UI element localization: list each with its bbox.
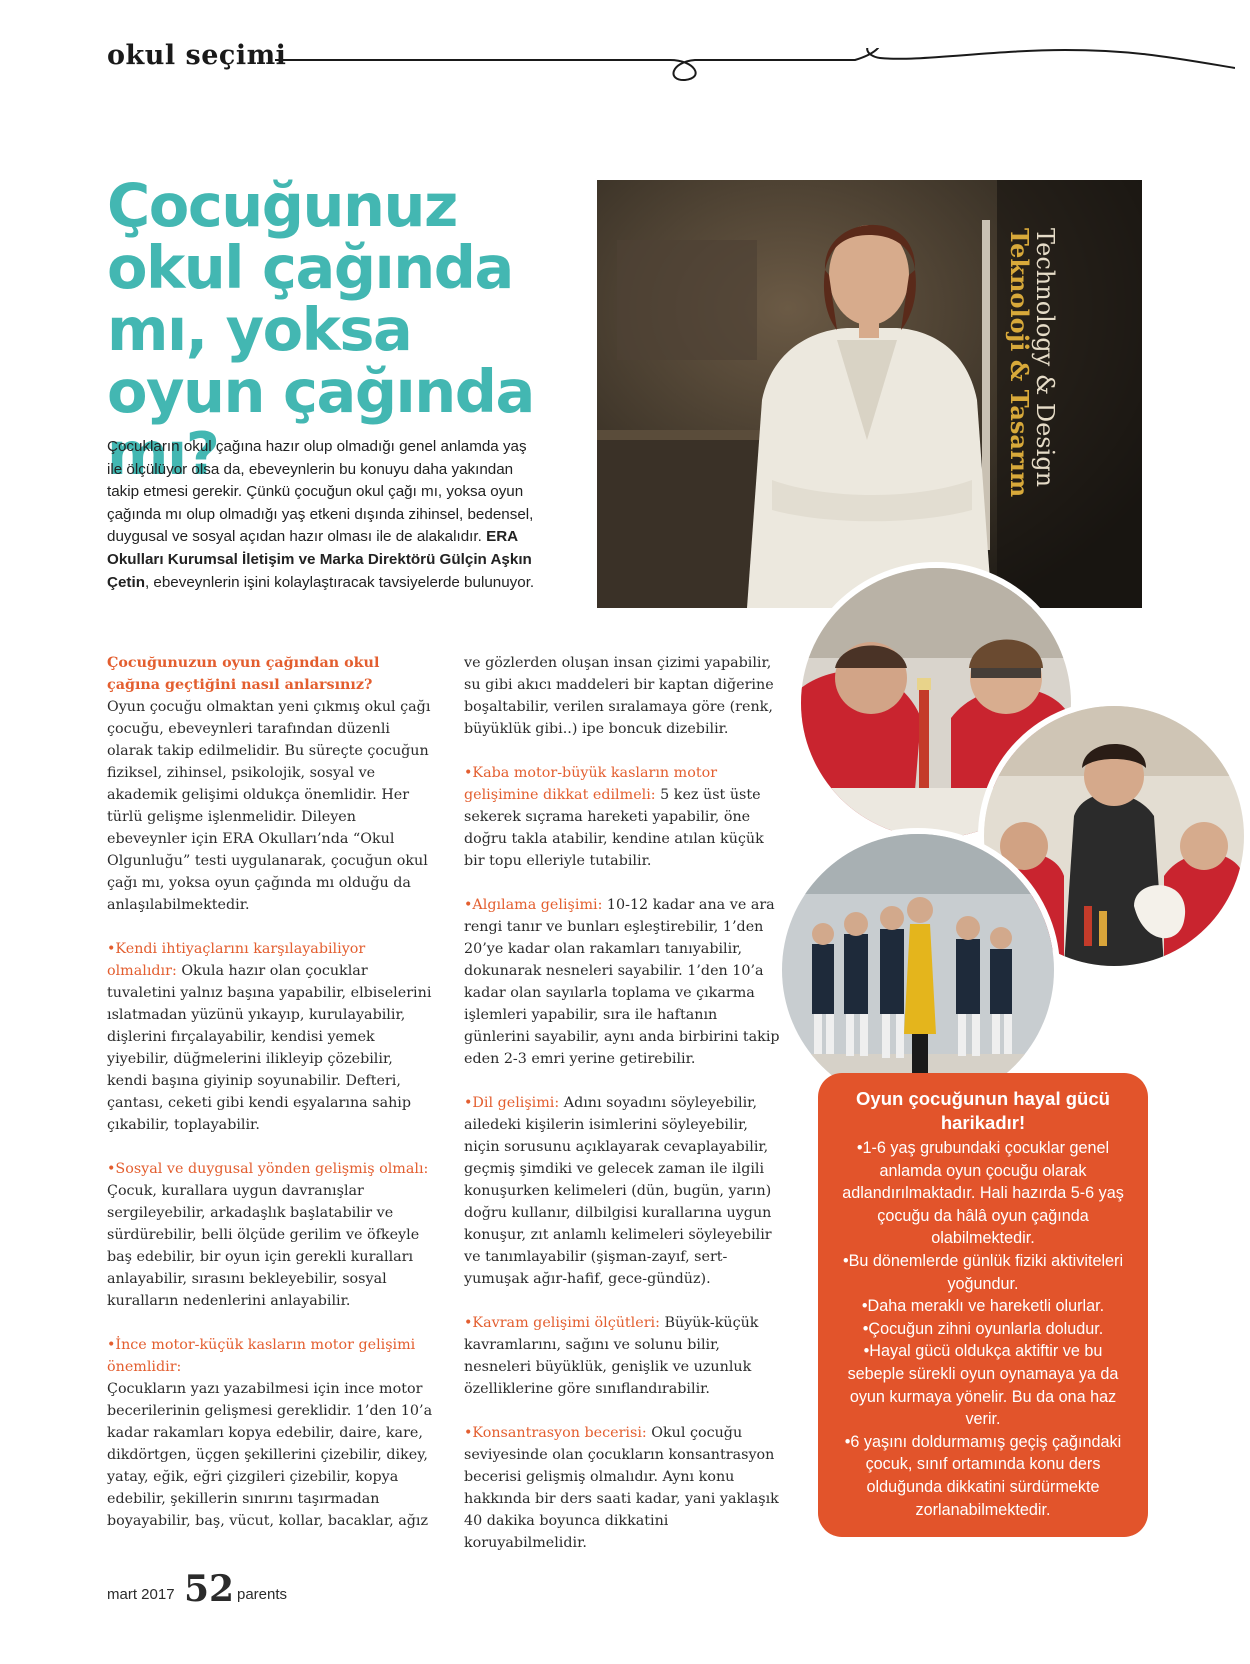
- group-photo-circle: [776, 828, 1060, 1112]
- social-body: Çocuk, kurallara uygun davranışlar sergileyebilir, arkadaşlık başlatabilir ve sürdürebilir, belli ölçüde gerilim ve öfkeyle baş edebilir, bir oyun için gerekli kuralları anlayabilir, sırasını bekleyebilir, sosyal kuralların nedenlerini anlayabilir.: [107, 1183, 420, 1309]
- gross-motor-heading: •Kaba motor-büyük kasların motor gelişimine dikkat edilmeli:: [464, 765, 718, 803]
- language-heading: •Dil gelişimi:: [464, 1095, 560, 1111]
- sidebar-item: •1-6 yaş grubundaki çocuklar genel anlamda oyun çocuğu olarak adlandırılmaktadır. Hali hazırda 5-6 yaş çocuğu da hâlâ oyun çağında olabilmektedir.: [842, 1139, 1124, 1248]
- fine-motor-heading: •İnce motor-küçük kasların motor gelişimi önemlidir:: [107, 1337, 416, 1375]
- sidebar-item: •Hayal gücü oldukça aktiftir ve bu sebeple sürekli oyun oynamaya ya da oyun kurmaya yönelir. Bu da ona haz verir.: [847, 1342, 1119, 1429]
- concentration-body: Okul çocuğu seviyesinde olan çocukların konsantrasyon becerisi gelişmiş olmalıdır. Aynı konu hakkında bir ders saati kadar, yani yaklaşık 40 dakika boyunca dikkatini koruyabilmelidir.: [464, 1425, 779, 1551]
- section-concentration: [464, 1422, 782, 1554]
- header-decorative-line: [275, 48, 1235, 88]
- lead-text: Çocukların okul çağına hazır olup olmadığı genel anlamda yaş ile ölçülüyor olsa da, ebeveynlerin bu konuyu daha yakından takip etmesi gerekir. Çünkü çocuğun okul çağı mı, yoksa oyun çağında mı olup olmadığı yaş etkeni dışında zihinsel, bedensel, duygusal ve sosyal açıdan hazır olması ile de alakalıdır.: [107, 438, 534, 546]
- gross-motor-body: 5 kez üst üste sekerek sıçrama hareketi yapabilir, öne doğru takla atabilir, kendine atılan küçük bir topu elleriyle tutabilir.: [464, 787, 764, 869]
- section-fine-motor: [107, 1334, 437, 1532]
- headline: Çocuğunuz okul çağında mı, yoksa oyun çağında mı?: [107, 171, 534, 488]
- sidebar-item: •Daha meraklı ve hareketli olurlar.: [861, 1297, 1105, 1316]
- sidebar-item: •Çocuğun zihni oyunlarla doludur.: [862, 1319, 1104, 1338]
- concepts-heading: •Kavram gelişimi ölçütleri:: [464, 1315, 660, 1331]
- self-care-body: Okula hazır olan çocuklar tuvaletini yalnız başına yapabilir, elbiselerini ıslatmadan yüzünü yıkayıp, kurulayabilir, dişlerini fırçalayabilir, kendisi yemek yiyebilir, düğmelerini ilikleyip çözebilir, kendi başına giyinip soyunabilir. Defteri, çantası, ceketi gibi kendi eşyalarına sahip çıkabilir, toplayabilir.: [107, 963, 432, 1133]
- fine-motor-continued: ve gözlerden oluşan insan çizimi yapabilir, su gibi akıcı maddeleri bir kaptan diğerine boşaltabilir, verilen sıralamaya göre (renk, büyüklük gibi..) ipe boncuk dizebilir.: [464, 655, 774, 737]
- sign-text-turkish: Teknoloji & Tasarım: [1005, 228, 1034, 498]
- language-body: Adını soyadını söyleyebilir, ailedeki kişilerin isimlerini söyleyebilir, niçin sorusunu açıklayarak cevaplayabilir, geçmiş şimdiki ve gelecek zaman ile ilgili konuşurken kelimeleri (dün, bugün, yarın) doğru kullanır, dilbilgisi kurallarına uygun konuşur, zıt anlamlı kelimeleri söyleyebilir ve tanımlayabilir (şişman-zayıf, sert-yumuşak ağır-hafif, gece-gündüz).: [464, 1095, 772, 1287]
- sidebar-item: •6 yaşını doldurmamış geçiş çağındaki çocuk, sınıf ortamında konu ders olduğunda dikkatini sürdürmekte zorlanabilmektedir.: [844, 1432, 1122, 1519]
- concepts-body: Büyük-küçük kavramlarını, sağını ve solunu bilir, nesneleri büyüklük, genişlik ve uzunluk özelliklerine göre sınıflandırabilir.: [464, 1315, 759, 1397]
- section-self-care: [107, 938, 437, 1136]
- footer-month: mart 2017: [107, 1586, 175, 1603]
- sidebar-item: •Bu dönemlerde günlük fiziki aktiviteleri yoğundur.: [842, 1251, 1124, 1293]
- portrait-illustration: [597, 180, 1142, 608]
- portrait-photo: [597, 180, 1142, 608]
- section-gross-motor: [464, 762, 782, 872]
- fine-motor-body: Çocukların yazı yazabilmesi için ince motor becerilerinin gelişmesi gereklidir. 1’den 10’a kadar rakamları kopya edebilir, daire, kare, dikdörtgen, üçgen şekillerini çizebilir, dikey, yatay, eğik, eğri çizgileri çizebilir, kopya edebilir, şekillerin sınırını taşırmadan boyayabilir, baş, vücut, kollar, bacaklar, ağız: [107, 1381, 433, 1529]
- article-column-1: [107, 652, 437, 1532]
- section-social-emotional: [107, 1158, 437, 1312]
- question-heading: Çocuğunuzun oyun çağından okul çağına geçtiğini nasıl anlarsınız?: [107, 655, 380, 693]
- section-parent-question: [107, 652, 437, 916]
- self-care-heading: •Kendi ihtiyaçlarını karşılayabiliyor olmalıdır:: [107, 941, 366, 979]
- lead-paragraph: [107, 436, 542, 594]
- sign-text-english: Technology & Design: [1031, 228, 1059, 488]
- lead-tail: , ebeveynlerin işini kolaylaştıracak tavsiyelerde bulunuyor.: [144, 573, 535, 591]
- sidebar-title: Oyun çocuğunun hayal gücü harikadır!: [856, 1088, 1110, 1133]
- lead-bold: ERA Okulları Kurumsal İletişim ve Marka Direktörü Gülçin Aşkın Çetin: [107, 528, 532, 591]
- section-perception: [464, 894, 782, 1070]
- section-label: okul seçimi: [107, 40, 287, 71]
- article-column-2: [464, 652, 782, 1554]
- question-body: Oyun çocuğu olmaktan yeni çıkmış okul çağı çocuğu, ebeveynleri tarafından düzenli olarak takip edilmelidir. Bu süreçte çocuğun fiziksel, zihinsel, psikolojik, sosyal ve akademik gelişimi oldukça önemlidir. Her türlü gelişme işlenmelidir. Dileyen ebeveynler için ERA Okulları’nda “Okul Olgunluğu” testi uygulanarak, çocuğun okul çağı mı, yoksa oyun çağında mı olduğu da anlaşılabilmektedir.: [107, 699, 431, 913]
- group-illustration: [782, 834, 1054, 1106]
- magazine-name: parents: [237, 1586, 288, 1603]
- concentration-heading: •Konsantrasyon becerisi:: [464, 1425, 647, 1441]
- perception-body: 10-12 kadar ana ve ara rengi tanır ve bunları eşleştirebilir, 1’den 20’ye kadar olan rakamları tanıyabilir, dokunarak nesneleri sayabilir. 1’den 10’a kadar olan sayılarla toplama ve çıkarma işlemleri yapabilir, sıra ile haftanın günlerini sayabilir, aynı anda birbirini takip eden 2-3 emri yerine getirebilir.: [464, 897, 780, 1067]
- section-language: [464, 1092, 782, 1290]
- sidebar-box: [818, 1073, 1148, 1537]
- social-heading: •Sosyal ve duygusal yönden gelişmiş olmalı:: [107, 1161, 429, 1177]
- section-concepts: [464, 1312, 782, 1400]
- page-number: 52: [184, 1568, 235, 1610]
- perception-heading: •Algılama gelişimi:: [464, 897, 603, 913]
